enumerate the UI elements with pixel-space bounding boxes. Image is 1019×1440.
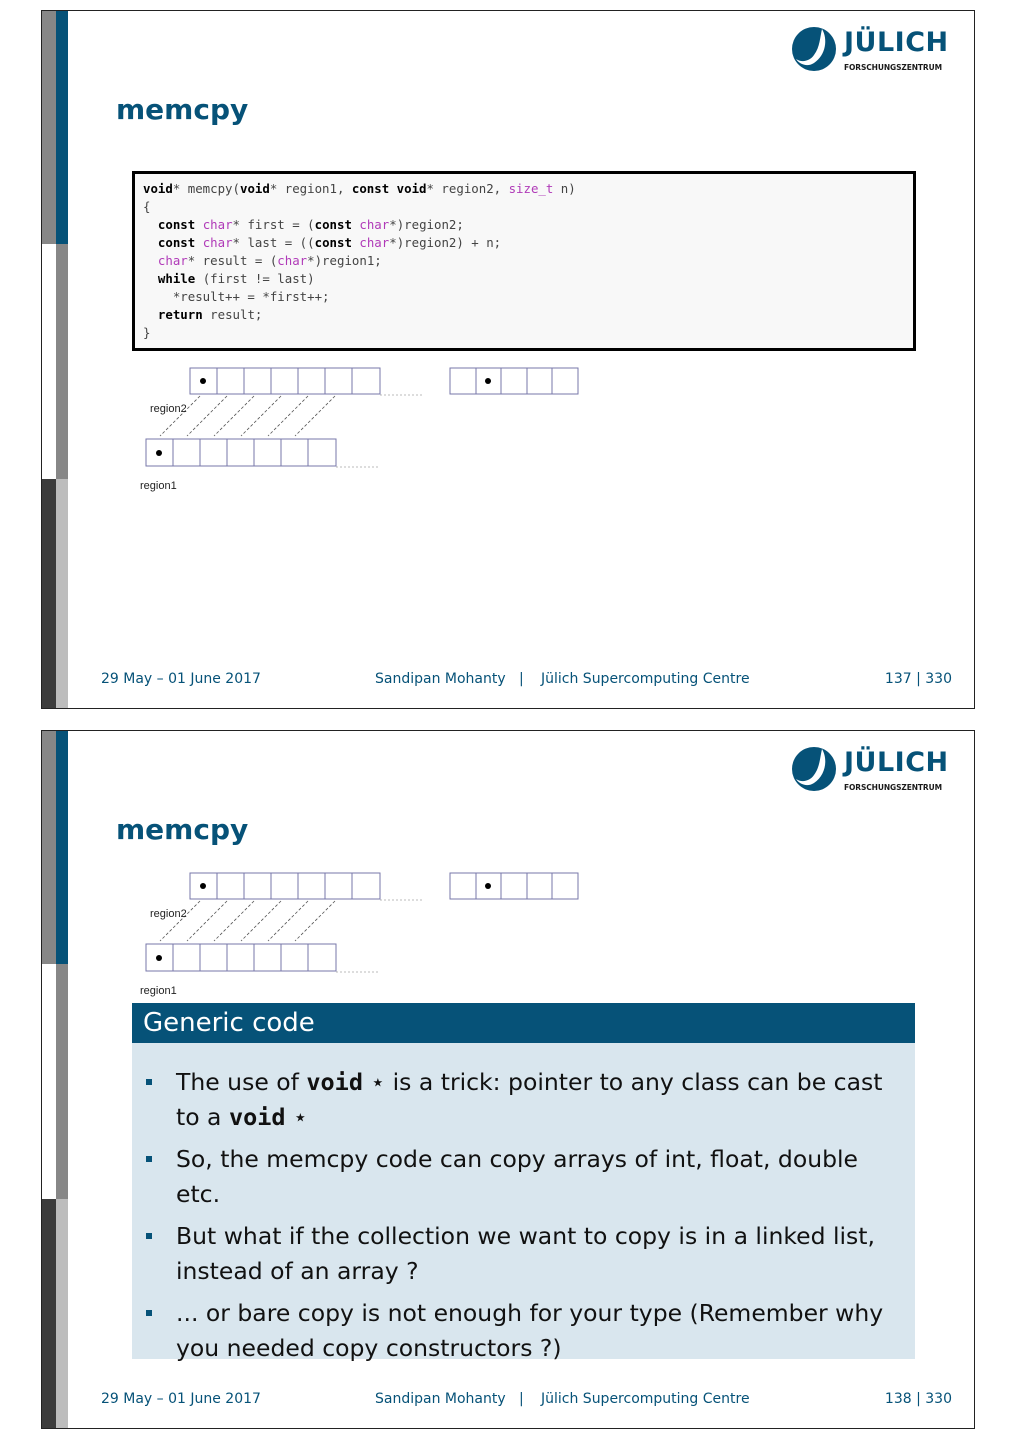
code-line: return result; — [157, 307, 263, 322]
page-current: 137 — [884, 671, 912, 687]
code-line: void* memcpy(void* region1, const void* region2, size_t n) — [143, 181, 576, 196]
block-body — [132, 1043, 915, 1362]
bullet-item: So, the memcpy code can copy arrays of int, float, double etc. — [146, 1142, 905, 1212]
juelich-logo-icon — [792, 745, 840, 793]
slide-title: memcpy — [116, 813, 249, 846]
page-total: 330 — [925, 1391, 952, 1407]
slide-sidebar — [42, 11, 68, 708]
footer-separator: | — [519, 671, 524, 687]
footer-institution: Jülich Supercomputing Centre — [541, 671, 750, 687]
footer-author: Sandipan Mohanty — [375, 1391, 506, 1407]
bullet-item — [146, 1065, 905, 1135]
region1-label: region1 — [140, 480, 177, 492]
code-listing — [132, 171, 916, 351]
region1-label: region1 — [140, 985, 177, 997]
logo-subtitle: FORSCHUNGSZENTRUM — [844, 783, 942, 792]
code-line: } — [143, 325, 151, 340]
bullet-item: ... or bare copy is not enough for your type (Remember why you needed copy constructors ?) — [146, 1296, 905, 1366]
code-line: const char* last = ((const char*)region2) + n; — [157, 235, 502, 250]
code-line: { — [143, 199, 151, 214]
bullet-text: ⋆ — [285, 1103, 308, 1131]
region2-label: region2 — [150, 403, 187, 415]
bullet-item: But what if the collection we want to copy is in a linked list, instead of an array ? — [146, 1219, 905, 1289]
logo-wordmark: JÜLICH — [844, 747, 949, 778]
block-title: Generic code — [132, 1003, 915, 1043]
footer-date: 29 May – 01 June 2017 — [101, 671, 261, 687]
bullet-text: The use of — [176, 1068, 307, 1096]
generic-code-block — [132, 1003, 915, 1362]
slide-137 — [41, 10, 975, 709]
page-total: 330 — [925, 671, 952, 687]
footer-page-number: 138 | 330 — [884, 1391, 952, 1407]
footer-institution: Jülich Supercomputing Centre — [541, 1391, 750, 1407]
code-line: *result++ = *first++; — [143, 289, 330, 304]
memory-diagram — [138, 871, 588, 997]
code-line: while (first != last) — [157, 271, 315, 286]
bullet-text: ⋆ is a trick: pointer to any class can be cast to a — [176, 1068, 883, 1131]
juelich-logo — [792, 23, 952, 79]
memory-diagram — [138, 366, 588, 492]
slide-title: memcpy — [116, 93, 249, 126]
slide-sidebar — [42, 731, 68, 1428]
slide-footer — [42, 1391, 975, 1411]
code-line: char* result = (char*)region1; — [157, 253, 382, 268]
footer-author: Sandipan Mohanty — [375, 671, 506, 687]
juelich-logo-icon — [792, 25, 840, 73]
code-void: void — [228, 1103, 286, 1131]
page-current: 138 — [884, 1391, 912, 1407]
code-void: void — [306, 1068, 363, 1096]
footer-date: 29 May – 01 June 2017 — [101, 1391, 261, 1407]
logo-wordmark: JÜLICH — [844, 27, 949, 58]
code-line: const char* first = (const char*)region2; — [157, 217, 464, 232]
logo-subtitle: FORSCHUNGSZENTRUM — [844, 63, 942, 72]
slide-138 — [41, 730, 975, 1429]
juelich-logo — [792, 743, 952, 799]
region2-label: region2 — [150, 908, 187, 920]
footer-separator: | — [519, 1391, 524, 1407]
footer-page-number: 137 | 330 — [884, 671, 952, 687]
slide-footer — [42, 671, 975, 691]
bullet-list — [146, 1065, 905, 1366]
